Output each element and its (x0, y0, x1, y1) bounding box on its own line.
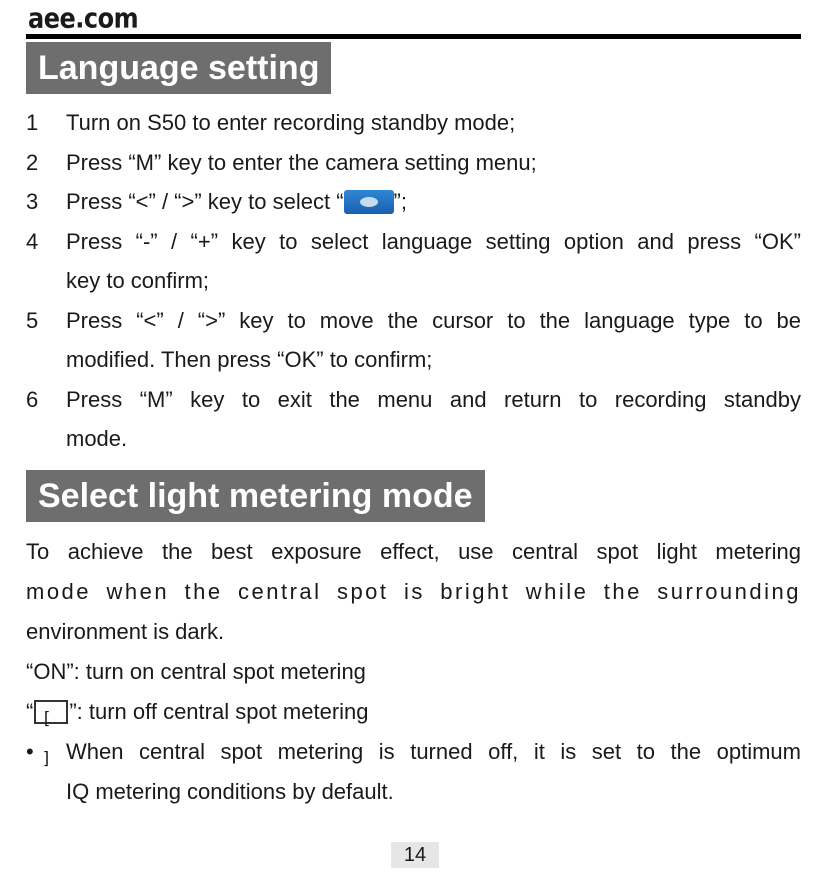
step-text: Turn on S50 to enter recording standby mode; (66, 110, 516, 135)
step-text-line: Press “<” / “>” key to move the cursor to the language type to be (66, 307, 801, 333)
note-text-line: When central spot metering is turned off, it is set to the optimum (66, 739, 801, 764)
list-item (26, 301, 801, 380)
note-item (26, 732, 801, 812)
spot-metering-off-icon (34, 700, 68, 724)
list-item (26, 222, 801, 301)
brand-logo: aee.com (28, 2, 139, 35)
list-item (26, 380, 801, 459)
spot-on-text: “ON”: turn on central spot metering (26, 659, 366, 684)
step-text (66, 182, 801, 222)
bullet: • (26, 739, 34, 764)
note-text-line: IQ metering conditions by default. (66, 779, 394, 804)
list-item (26, 182, 801, 222)
step-text-line: Press “M” key to exit the menu and return to recording standby (66, 386, 801, 412)
page-number: 14 (391, 842, 439, 868)
language-steps-list (26, 103, 801, 459)
step-number: 5 (26, 307, 39, 333)
metering-paragraph (26, 532, 801, 812)
list-item (26, 103, 801, 143)
step-text (66, 222, 801, 301)
step-text-before: Press “<” / “>” key to select “ (66, 189, 344, 214)
step-number: 4 (26, 228, 39, 254)
step-number: 3 (26, 189, 39, 214)
section-title-language: Language setting (26, 42, 331, 94)
step-text-line: Press “-” / “+” key to select language setting option and press “OK” (66, 228, 801, 254)
list-item (26, 143, 801, 183)
note-text (66, 732, 801, 812)
step-number: 6 (26, 386, 39, 412)
spot-off-open-quote: “ (26, 699, 34, 724)
paragraph-line: mode when the central spot is bright while the surrounding (26, 579, 801, 604)
paragraph-line: environment is dark. (26, 619, 225, 644)
step-text-line: modified. Then press “OK” to confirm; (66, 347, 433, 372)
step-number: 1 (26, 110, 39, 135)
step-text-line: key to confirm; (66, 268, 210, 293)
step-text: Press “M” key to enter the camera setting menu; (66, 149, 537, 175)
step-text-after: ”; (393, 189, 407, 214)
section-title-metering: Select light metering mode (26, 470, 485, 522)
step-text (66, 301, 801, 380)
paragraph-line: To achieve the best exposure effect, use central spot light metering (26, 539, 801, 564)
spot-off-text: ”: turn off central spot metering (69, 699, 369, 724)
language-setting-icon (344, 190, 394, 214)
spot-off-line (26, 692, 801, 732)
step-text-line: mode. (66, 426, 128, 451)
step-text (66, 380, 801, 459)
header-rule (26, 34, 801, 39)
step-number: 2 (26, 149, 39, 175)
